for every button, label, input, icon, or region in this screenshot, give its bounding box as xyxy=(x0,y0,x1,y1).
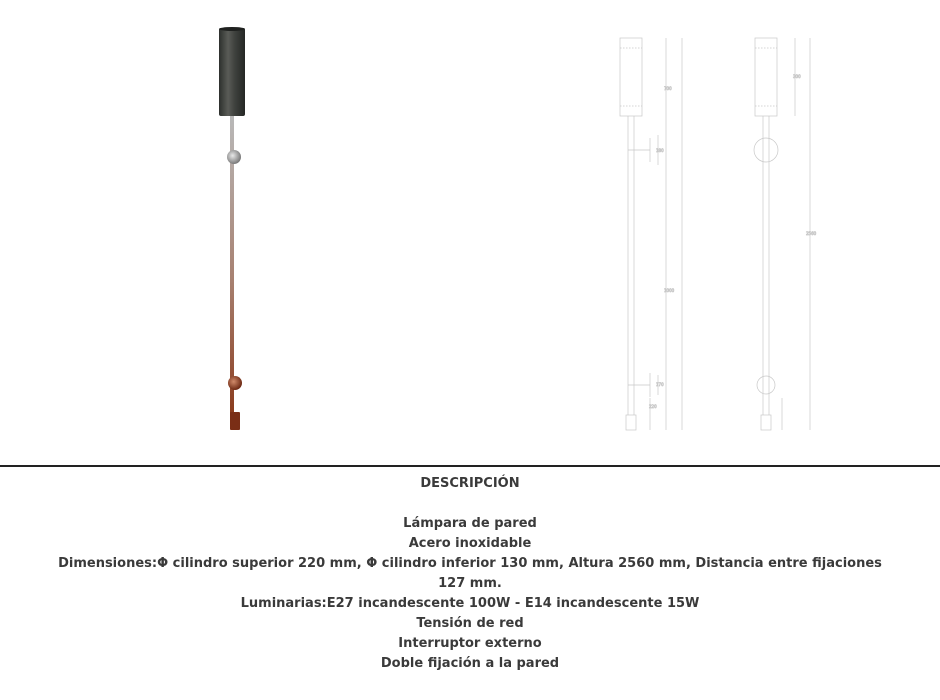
description-line: Acero inoxidable xyxy=(408,536,532,551)
description-line: 127 mm. xyxy=(438,576,502,591)
description-line: Doble fijación a la pared xyxy=(380,656,560,671)
dim-label-side-top: 300 xyxy=(793,74,801,79)
dim-label-top: 700 xyxy=(664,86,672,91)
description-line: Lámpara de pared xyxy=(403,516,537,531)
description-block xyxy=(0,474,940,674)
description-line: Interruptor externo xyxy=(398,636,542,651)
description-heading: DESCRIPCIÓN xyxy=(420,476,520,491)
dim-label-top-mount: 180 xyxy=(656,148,664,153)
technical-drawing xyxy=(600,30,840,440)
lamp-photo xyxy=(200,20,270,440)
dim-label-lower-mount: 170 xyxy=(656,382,664,387)
description-line: Tensión de red xyxy=(416,616,524,631)
dim-label-rod: 1000 xyxy=(664,288,675,293)
description-line: Dimensiones:Φ cilindro superior 220 mm, Φ cilindro inferior 130 mm, Altura 2560 mm, Distancia entre fijaciones xyxy=(58,556,882,571)
dim-label-overall: 2560 xyxy=(806,231,817,236)
divider-line xyxy=(0,465,940,467)
dim-label-bottom: 220 xyxy=(649,404,657,409)
description-line: Luminarias:E27 incandescente 100W - E14 incandescente 15W xyxy=(240,596,700,611)
